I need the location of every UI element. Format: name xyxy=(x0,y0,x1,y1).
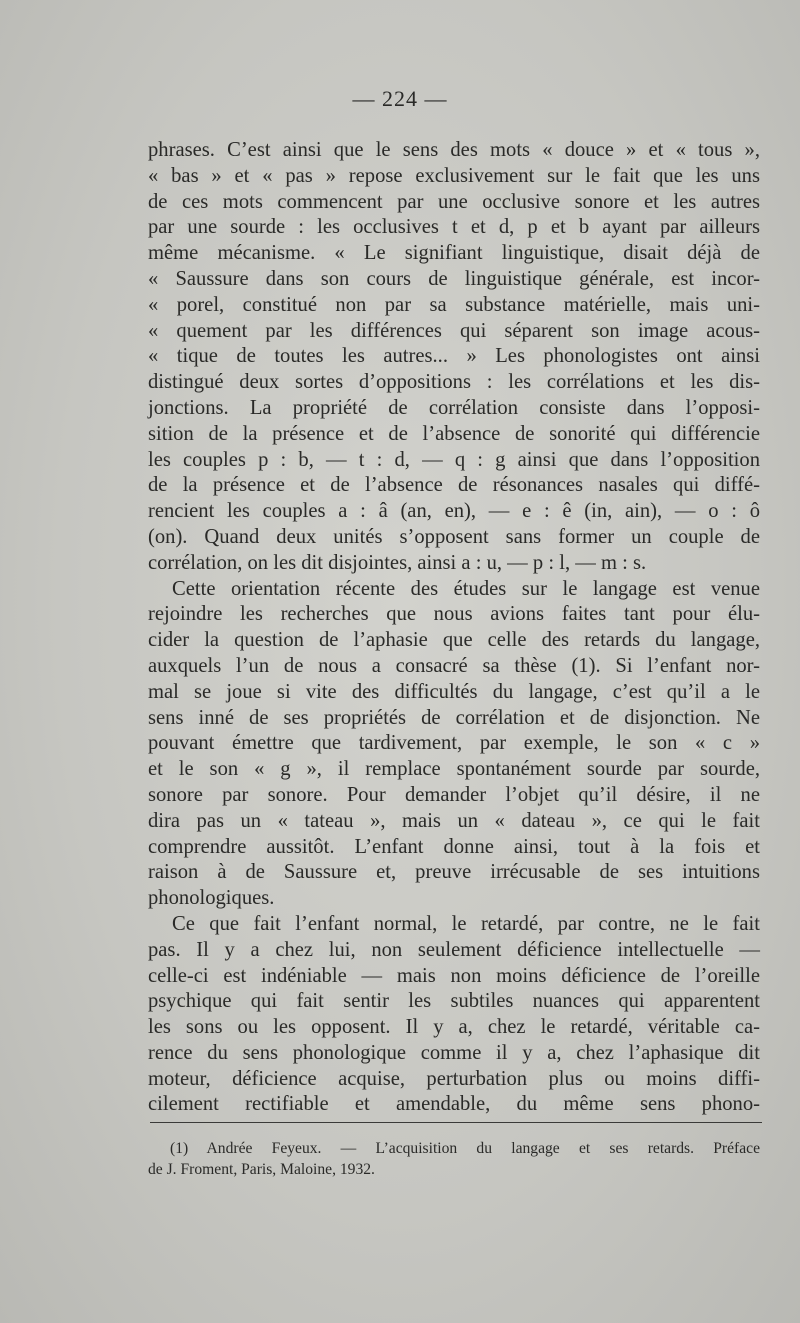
text-line: Cette orientation récente des études sur le langage est venue xyxy=(172,577,760,600)
text-line: les sons ou les opposent. Il y a, chez le retardé, véritable ca- xyxy=(148,1016,760,1039)
text-line: de ces mots commencent par une occlusive sonore et les autres xyxy=(148,190,760,213)
text-line: jonctions. La propriété de corrélation consiste dans l’opposi- xyxy=(148,396,760,419)
text-line: comprendre aussitôt. L’enfant donne ainsi, tout à la fois et xyxy=(148,835,760,858)
text-line: phonologiques. xyxy=(148,887,275,910)
text-line: (on). Quand deux unités s’opposent sans former un couple de xyxy=(148,525,760,548)
text-line: sonore par sonore. Pour demander l’objet qu’il désire, il ne xyxy=(148,783,760,806)
footnote-line: de J. Froment, Paris, Maloine, 1932. xyxy=(148,1161,375,1178)
text-line: corrélation, on les dit disjointes, ainsi a : u, — p : l, — m : s. xyxy=(148,551,647,574)
footnote xyxy=(148,1138,760,1180)
text-line: Ce que fait l’enfant normal, le retardé, par contre, ne le fait xyxy=(172,912,760,935)
text-line: phrases. C’est ainsi que le sens des mots « douce » et « tous », xyxy=(148,139,760,161)
text-line: « porel, constitué non par sa substance matérielle, mais uni- xyxy=(148,293,760,316)
text-line: cider la question de l’aphasie que celle des retards du langage, xyxy=(148,629,760,652)
text-line: même mécanisme. « Le signifiant linguistique, disait déjà de xyxy=(148,242,760,265)
text-line: et le son « g », il remplace spontanément sourde par sourde, xyxy=(148,758,760,781)
text-line: rence du sens phonologique comme il y a, chez l’aphasique dit xyxy=(148,1041,760,1064)
text-line: dira pas un « tateau », mais un « dateau », ce qui le fait xyxy=(148,809,760,832)
text-line: auxquels l’un de nous a consacré sa thèse (1). Si l’enfant nor- xyxy=(148,654,760,677)
text-line: par une sourde : les occlusives t et d, p et b ayant par ailleurs xyxy=(148,216,760,239)
text-line: rejoindre les recherches que nous avions faites tant pour élu- xyxy=(148,603,760,626)
text-line: rencient les couples a : â (an, en), — e : ê (in, ain), — o : ô xyxy=(148,500,760,523)
text-line: pas. Il y a chez lui, non seulement déficience intellectuelle — xyxy=(148,938,760,961)
text-line: « Saussure dans son cours de linguistique générale, est incor- xyxy=(148,267,760,290)
text-line: celle-ci est indéniable — mais non moins déficience de l’oreille xyxy=(148,964,760,987)
text-line: les couples p : b, — t : d, — q : g ainsi que dans l’opposition xyxy=(148,448,760,471)
text-line: psychique qui fait sentir les subtiles nuances qui apparentent xyxy=(148,990,760,1013)
text-line: pouvant émettre que tardivement, par exemple, le son « c » xyxy=(148,732,760,755)
text-line: « quement par les différences qui séparent son image acous- xyxy=(148,319,760,342)
footnote-divider xyxy=(150,1122,762,1123)
text-line: sens inné de ses propriétés de corrélation et de disjonction. Ne xyxy=(148,706,760,729)
body-text xyxy=(148,138,760,1118)
text-line: cilement rectifiable et amendable, du même sens phono- xyxy=(148,1093,760,1116)
text-line: mal se joue si vite des difficultés du langage, c’est qu’il a le xyxy=(148,680,760,703)
page-number: — 224 — xyxy=(352,86,448,111)
footnote-line: (1) Andrée Feyeux. — L’acquisition du langage et ses retards. Préface xyxy=(170,1140,760,1157)
text-line: « tique de toutes les autres... » Les phonologistes ont ainsi xyxy=(148,345,760,368)
text-line: de la présence et de l’absence de résonances nasales qui diffé- xyxy=(148,474,760,497)
text-line: sition de la présence et de l’absence de sonorité qui différencie xyxy=(148,422,760,445)
text-line: raison à de Saussure et, preuve irrécusable de ses intuitions xyxy=(148,861,760,884)
text-line: « bas » et « pas » repose exclusivement sur le fait que les uns xyxy=(148,164,760,187)
text-line: moteur, déficience acquise, perturbation plus ou moins diffi- xyxy=(148,1067,760,1090)
text-line: distingué deux sortes d’oppositions : les corrélations et les dis- xyxy=(148,371,760,394)
